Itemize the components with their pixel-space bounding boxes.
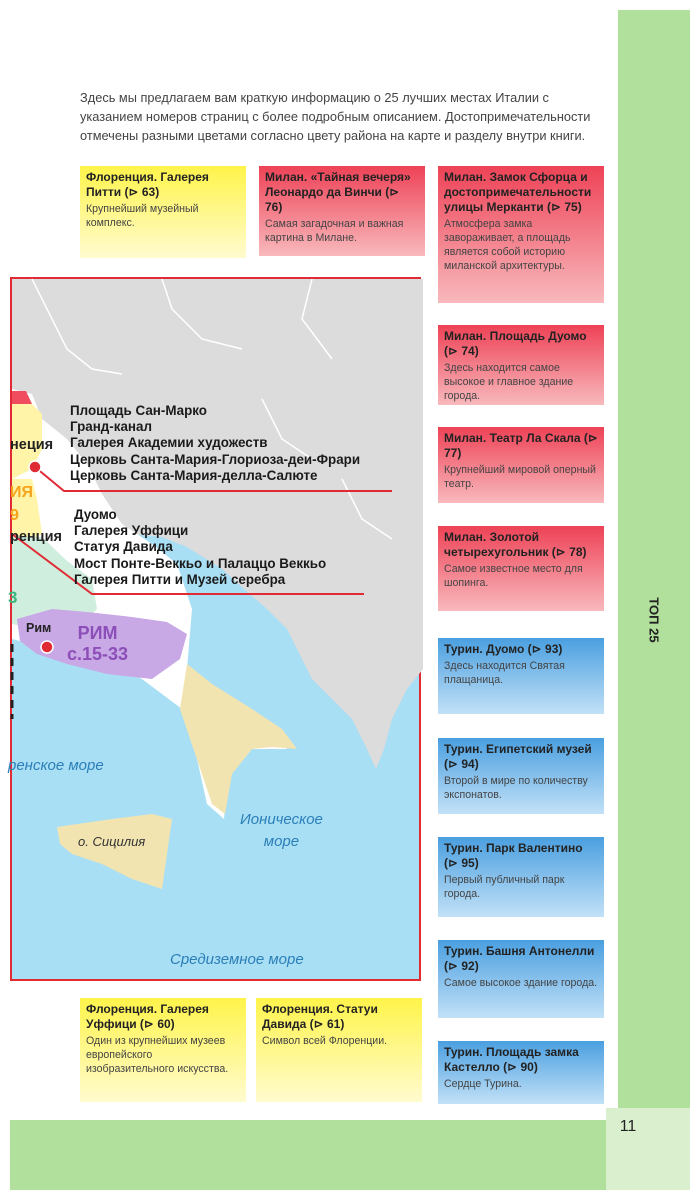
card-desc: Здесь находится самое высокое и главное здание города. [444, 362, 574, 402]
card-title: Флоренция. Галерея Уффици (⊳ 60) [86, 1002, 209, 1031]
poi-item: Дуомо [74, 507, 117, 522]
south-italy [180, 664, 297, 814]
card-desc: Символ всей Флоренции. [262, 1035, 388, 1047]
florence-poi-list [74, 507, 326, 588]
card-desc: Самая загадочная и важная картина в Милане. [265, 218, 404, 244]
card-title: Милан. «Тайная вечеря» Леонардо да Винчи (⊳ 76) [265, 170, 411, 214]
card-turin-castello[interactable] [438, 1041, 604, 1104]
poi-item: Церковь Санта-Мария-Глориоза-деи-Фрари [70, 451, 361, 467]
poi-item: Статуя Давида [74, 539, 173, 555]
poi-item: Мост Понте-Веккьо и Палаццо Веккьо [74, 555, 327, 571]
region-fragment-label: ИЯ [10, 484, 33, 501]
card-milan-sforza[interactable] [438, 166, 604, 303]
card-florence-david[interactable] [256, 998, 422, 1102]
tyrrhenian-sea-label: ренское море [8, 757, 104, 774]
venice-marker [29, 461, 41, 473]
poi-item: Гранд-канал [70, 419, 152, 435]
card-desc: Второй в мире по количеству экспонатов. [444, 775, 588, 801]
region-fragment-label: 9 [10, 507, 19, 524]
card-title: Турин. Дуомо (⊳ 93) [444, 642, 563, 656]
card-turin-duomo[interactable] [438, 638, 604, 714]
card-title: Милан. Золотой четырехугольник (⊳ 78) [444, 530, 587, 559]
card-desc: Самое известное место для шопинга. [444, 563, 583, 589]
card-milan-quad[interactable] [438, 526, 604, 611]
card-desc: Сердце Турина. [444, 1078, 522, 1090]
card-desc: Самое высокое здание города. [444, 977, 598, 989]
card-milan-duomo[interactable] [438, 325, 604, 405]
card-florence-uffizi[interactable] [80, 998, 246, 1102]
card-desc: Атмосфера замка завораживает, а площадь является собой историю миланской архитектуры. [444, 218, 571, 272]
ionian-sea-label [240, 809, 323, 853]
rome-region-name: РИМ [77, 623, 118, 643]
card-title: Флоренция. Статуи Давида (⊳ 61) [262, 1002, 378, 1031]
card-desc: Здесь находится Святая плащаница. [444, 660, 565, 686]
card-turin-egypt[interactable] [438, 738, 604, 814]
card-milan-supper[interactable] [259, 166, 425, 256]
side-color-strip [618, 10, 690, 1108]
card-florence-pitti[interactable] [80, 166, 246, 258]
bottom-color-strip [10, 1120, 606, 1190]
card-desc: Крупнейший музейный комплекс. [86, 203, 199, 229]
rome-city-label: Рим [26, 621, 52, 635]
poi-item: Галерея Уффици [74, 523, 189, 539]
mediterranean-sea-label: Средиземное море [170, 951, 304, 968]
card-title: Милан. Замок Сфорца и достопримечательности улицы Мерканти (⊳ 75) [444, 170, 592, 214]
card-desc: Крупнейший мировой оперный театр. [444, 464, 596, 490]
sicily-island [57, 814, 172, 889]
card-title: Флоренция. Галерея Питти (⊳ 63) [86, 170, 209, 199]
florence-city-label: ренция [10, 529, 62, 545]
card-title: Милан. Театр Ла Скала (⊳ 77) [444, 431, 598, 460]
card-desc: Первый публичный парк города. [444, 874, 565, 900]
poi-item: Галерея Питти и Музей серебра [74, 571, 286, 587]
card-title: Турин. Египетский музей (⊳ 94) [444, 742, 592, 771]
page-number: 11 [619, 1118, 637, 1135]
poi-item: Площадь Сан-Марко [70, 403, 207, 418]
rome-region-pages: с.15-33 [67, 644, 129, 664]
card-title: Милан. Площадь Дуомо (⊳ 74) [444, 329, 587, 358]
card-title: Турин. Парк Валентино (⊳ 95) [444, 841, 583, 870]
card-milan-scala[interactable] [438, 427, 604, 503]
ionian-line-2: море [263, 833, 300, 850]
region-fragment-label: 3 [8, 588, 18, 607]
poi-item: Церковь Санта-Мария-делла-Салюте [70, 467, 318, 483]
card-desc: Один из крупнейших музеев европейского изобразительного искусства. [86, 1035, 229, 1075]
ionian-line-1: Ионическое [240, 811, 323, 828]
venice-poi-list [70, 403, 360, 484]
venice-city-label: неция [10, 437, 54, 453]
card-title: Турин. Площадь замка Кастелло (⊳ 90) [444, 1045, 579, 1074]
rome-marker [41, 641, 53, 653]
intro-paragraph: Здесь мы предлагаем вам краткую информацию о 25 лучших местах Италии с указанием номеров страниц с более подробным описанием. Достопримечательности отмечены разными цветами согласно цвету района на карте и разделу внутри книги. [80, 90, 591, 143]
italy-map [10, 277, 421, 981]
card-turin-antonelli[interactable] [438, 940, 604, 1018]
rome-region-label [67, 623, 128, 665]
card-title: Турин. Башня Антонелли (⊳ 92) [444, 944, 595, 973]
card-turin-valentino[interactable] [438, 837, 604, 917]
poi-item: Галерея Академии художеств [70, 435, 268, 451]
section-label: ТОП 25 [646, 597, 662, 643]
sicily-label: о. Сицилия [78, 834, 146, 849]
